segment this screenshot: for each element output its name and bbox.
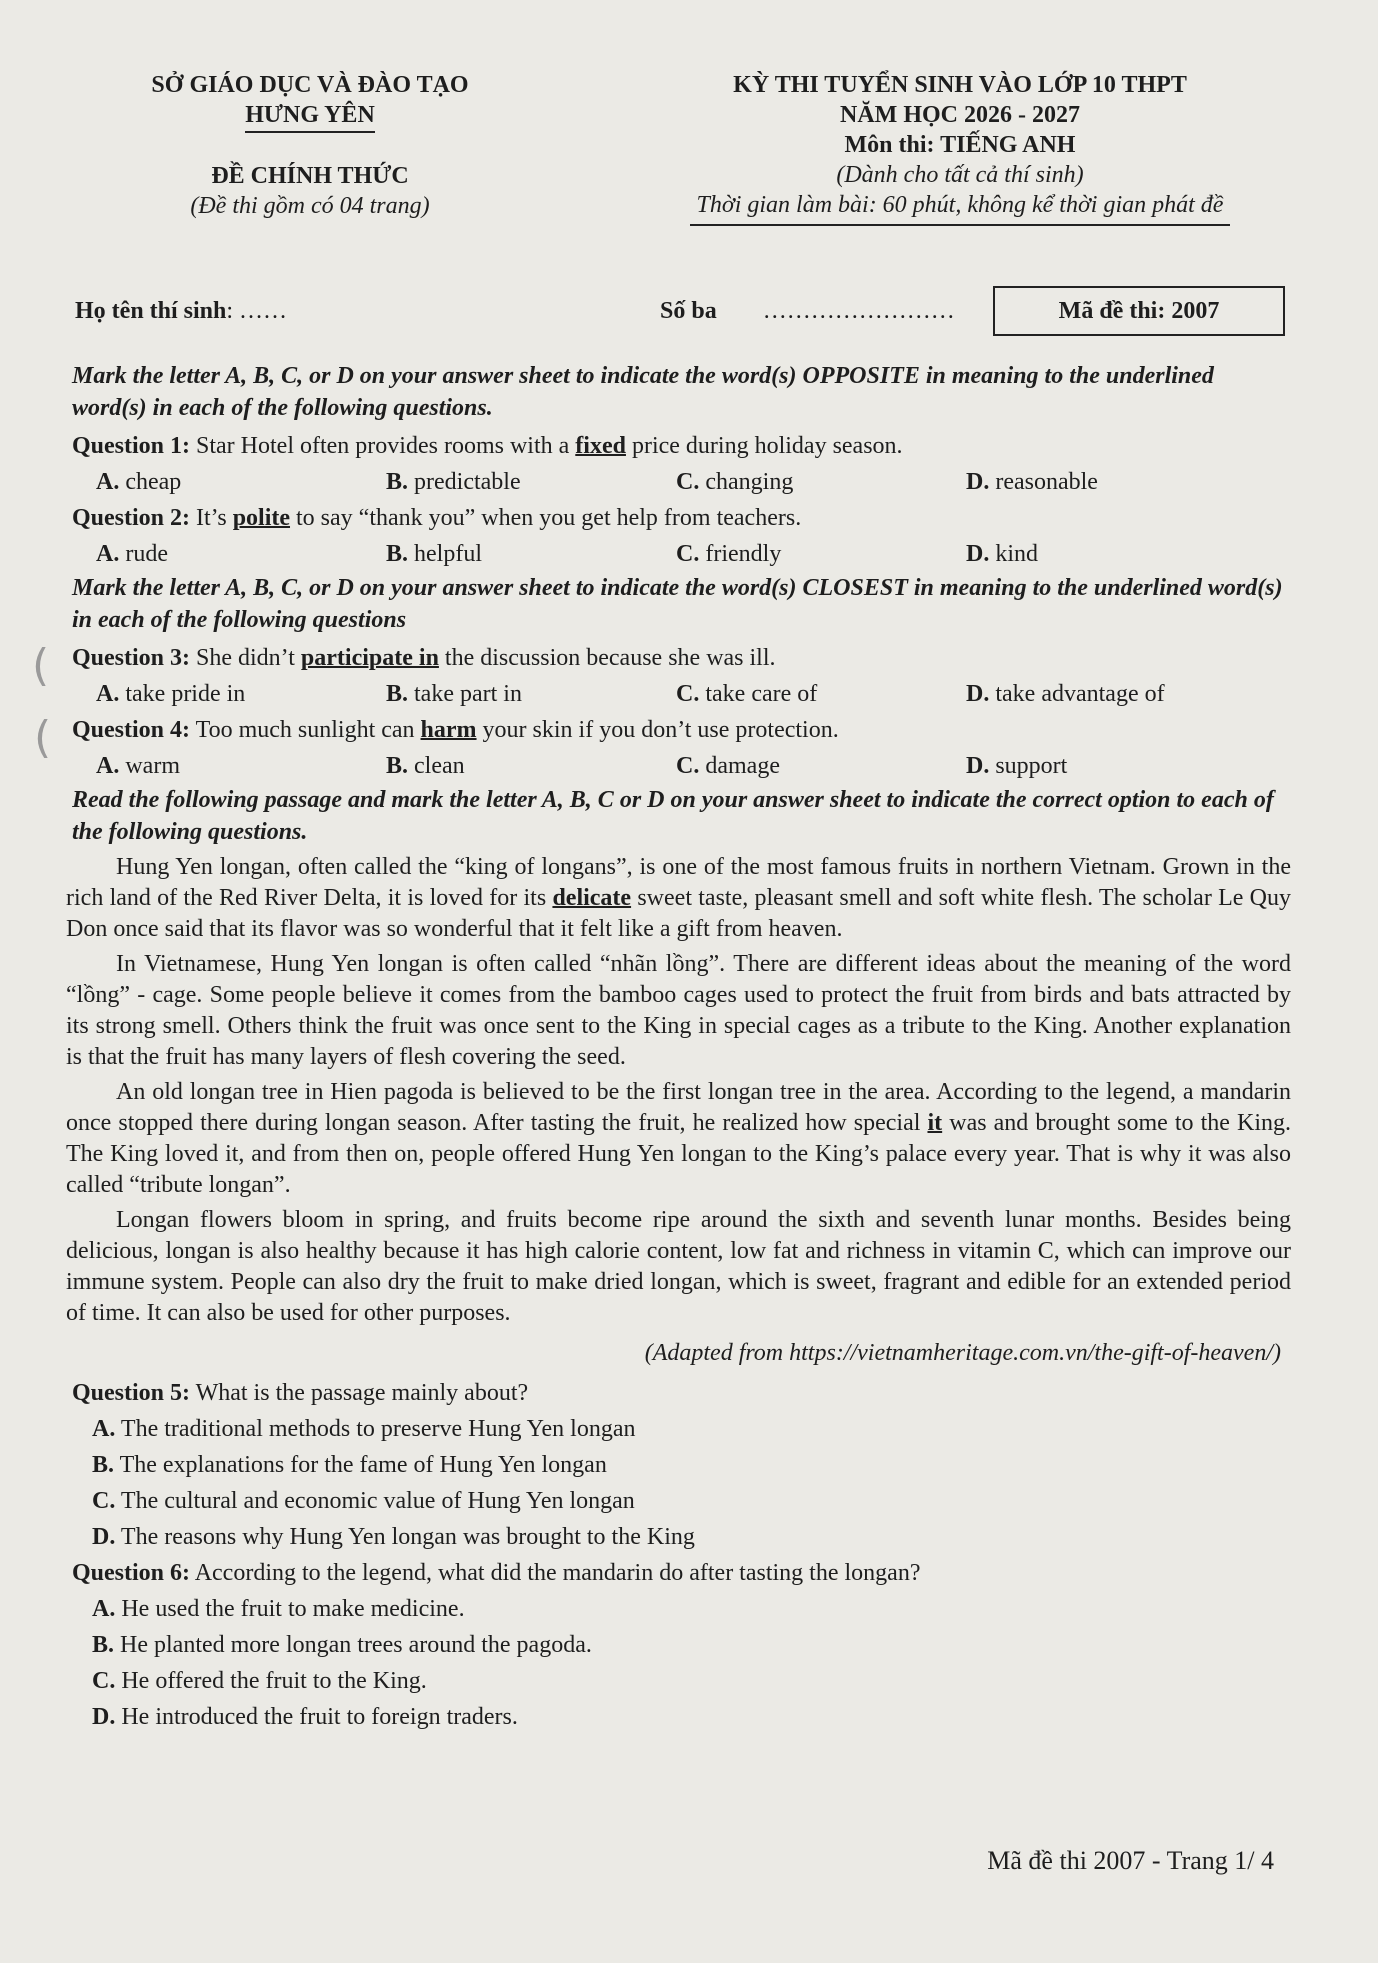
option-c[interactable]: C. friendly <box>676 541 782 567</box>
exam-code-box: Mã đề thi: 2007 <box>993 286 1285 336</box>
underlined-word: participate in <box>300 645 439 671</box>
exam-title: KỲ THI TUYỂN SINH VÀO LỚP 10 THPT <box>733 72 1187 98</box>
time-note: Thời gian làm bài: 60 phút, không kể thời gian phát đề <box>696 192 1224 218</box>
underlined-word: harm <box>420 717 477 743</box>
pencil-mark-icon: ( <box>32 640 50 691</box>
option-b[interactable]: B. He planted more longan trees around the pagoda. <box>92 1632 592 1658</box>
option-d[interactable]: D. support <box>966 753 1068 779</box>
underlined-word: polite <box>232 505 291 531</box>
question-3-options <box>96 676 1291 712</box>
paragraph-3: An old longan tree in Hien pagoda is believed to be the first longan tree in the area. According to the legend, a mandarin once stopped there during longan season. After tasting the fruit, he realized how special it was and brought some to the King. The King loved it, and from then on, people offered Hung Yen longan to the King’s palace every year. That is why it was also called “tribute longan”. <box>66 1079 1291 1198</box>
exam-content <box>66 360 1291 1735</box>
option-c[interactable]: C. changing <box>676 469 794 495</box>
option-b[interactable]: B. helpful <box>386 541 482 567</box>
question-2: Question 2: It’s polite to say “thank you” when you get help from teachers. <box>72 505 802 531</box>
paragraph-1: Hung Yen longan, often called the “king of longans”, is one of the most famous fruits in northern Vietnam. Grown in the rich land of the Red River Delta, it is loved for its delicate sweet taste, pleasant smell and soft white flesh. The scholar Le Quy Don once said that its flavor was so wonderful that it felt like a gift from heaven. <box>66 854 1291 942</box>
instruction-closest: Mark the letter A, B, C, or D on your answer sheet to indicate the word(s) CLOSEST in meaning to the underlined word(s) in each of the following questions <box>72 575 1283 633</box>
option-b[interactable]: B. The explanations for the fame of Hung Yen longan <box>92 1452 607 1478</box>
instruction-reading: Read the following passage and mark the letter A, B, C or D on your answer sheet to indicate the correct option to each of the following questions. <box>72 787 1274 845</box>
option-b[interactable]: B. take part in <box>386 681 522 707</box>
instruction-opposite: Mark the letter A, B, C, or D on your answer sheet to indicate the word(s) OPPOSITE in meaning to the underlined word(s) in each of the following questions. <box>72 363 1214 421</box>
question-2-options <box>96 536 1291 572</box>
question-3: Question 3: She didn’t participate in the discussion because she was ill. <box>72 645 776 671</box>
question-5: Question 5: What is the passage mainly about? <box>72 1380 529 1406</box>
question-6: Question 6: According to the legend, what did the mandarin do after tasting the longan? <box>72 1560 921 1586</box>
pencil-mark-icon: ( <box>34 712 52 763</box>
option-d[interactable]: D. take advantage of <box>966 681 1165 707</box>
province-name: HƯNG YÊN <box>245 100 375 133</box>
option-a[interactable]: A. rude <box>96 541 168 567</box>
option-a[interactable]: A. The traditional methods to preserve Hung Yen longan <box>92 1416 636 1442</box>
option-a[interactable]: A. He used the fruit to make medicine. <box>92 1596 465 1622</box>
question-1: Question 1: Star Hotel often provides rooms with a fixed price during holiday season. <box>72 433 903 459</box>
department-name: SỞ GIÁO DỤC VÀ ĐÀO TẠO <box>151 72 469 98</box>
underlined-word: fixed <box>575 433 626 459</box>
question-4-options <box>96 748 1291 784</box>
option-d[interactable]: D. The reasons why Hung Yen longan was brought to the King <box>92 1524 695 1550</box>
page-footer: Mã đề thi 2007 - Trang 1/ 4 <box>987 1846 1274 1875</box>
option-a[interactable]: A. take pride in <box>96 681 246 707</box>
option-a[interactable]: A. cheap <box>96 469 182 495</box>
candidate-number-field[interactable]: Số ba …………………… <box>660 298 955 324</box>
header-left <box>70 70 550 221</box>
option-c[interactable]: C. damage <box>676 753 780 779</box>
header-rule <box>690 224 1230 226</box>
option-d[interactable]: D. reasonable <box>966 469 1098 495</box>
option-a[interactable]: A. warm <box>96 753 180 779</box>
audience-note: (Dành cho tất cả thí sinh) <box>836 162 1084 188</box>
passage-source: (Adapted from https://vietnamheritage.com.vn/the-gift-of-heaven/) <box>644 1340 1281 1366</box>
reading-passage <box>66 852 1291 1329</box>
option-d[interactable]: D. kind <box>966 541 1039 567</box>
option-c[interactable]: C. The cultural and economic value of Hung Yen longan <box>92 1488 635 1514</box>
paragraph-4: Longan flowers bloom in spring, and fruits become ripe around the sixth and seventh lunar months. Besides being delicious, longan is also healthy because it has high calorie content, low fat and richness in vitamin C, which can improve our immune system. People can also dry the fruit to make dried longan, which is sweet, fragrant and edible for an extended period of time. It can also be used for other purposes. <box>66 1207 1291 1326</box>
question-1-options <box>96 464 1291 500</box>
header-right <box>600 70 1320 226</box>
paragraph-2: In Vietnamese, Hung Yen longan is often called “nhãn lồng”. There are different ideas about the meaning of the word “lồng” - cage. Some people believe it comes from the bamboo cages used to protect the fruit from birds and bats attracted by its strong smell. Others think the fruit was once sent to the King in special cages as a tribute to the King. Another explanation is that the fruit has many layers of flesh covering the seed. <box>66 951 1291 1070</box>
candidate-info <box>75 286 1285 338</box>
candidate-name-field[interactable]: Họ tên thí sinh: …… <box>75 298 288 324</box>
question-4: Question 4: Too much sunlight can harm your skin if you don’t use protection. <box>72 717 839 743</box>
option-b[interactable]: B. predictable <box>386 469 521 495</box>
pages-note: (Đề thi gồm có 04 trang) <box>190 193 430 219</box>
option-d[interactable]: D. He introduced the fruit to foreign traders. <box>92 1704 518 1730</box>
school-year: NĂM HỌC 2026 - 2027 <box>840 102 1080 128</box>
underlined-word: delicate <box>552 885 632 911</box>
official-label: ĐỀ CHÍNH THỨC <box>211 163 409 189</box>
option-c[interactable]: C. He offered the fruit to the King. <box>92 1668 427 1694</box>
subject: Môn thi: TIẾNG ANH <box>844 132 1076 158</box>
underlined-word: it <box>927 1110 943 1136</box>
option-b[interactable]: B. clean <box>386 753 465 779</box>
option-c[interactable]: C. take care of <box>676 681 818 707</box>
